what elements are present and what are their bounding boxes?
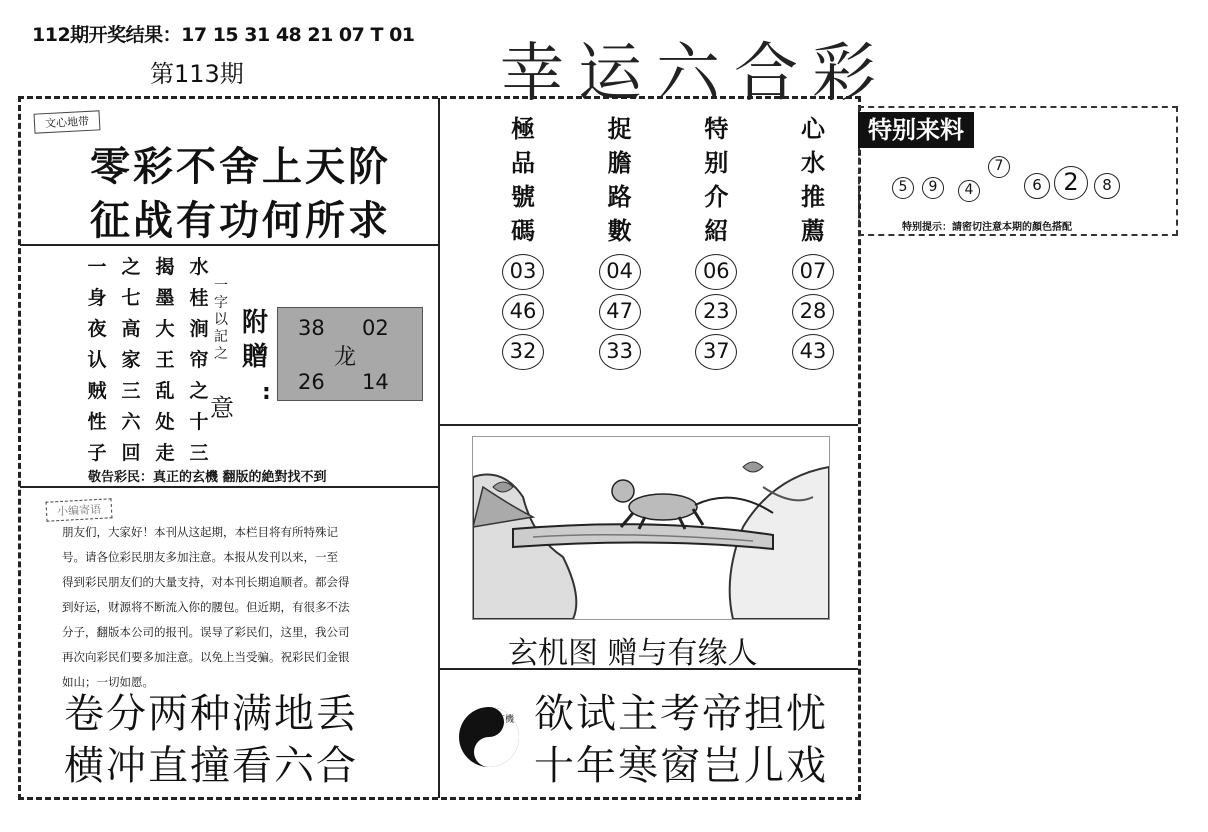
- number-columns: [498, 112, 838, 370]
- number-circle: 32: [502, 334, 544, 370]
- number-column: [788, 112, 838, 370]
- message-line: 分子，翻版本公司的报刊。误导了彩民们，这里，我公司: [62, 625, 350, 639]
- message-line: 得到彩民朋友们的大量支持，对本刊长期追顺者。都会得: [62, 575, 350, 589]
- column-head-char: 特: [704, 115, 729, 143]
- message-tag: 小编寄语: [46, 498, 113, 521]
- cipher-char: 处: [155, 411, 175, 433]
- gift-number: 38: [298, 316, 325, 340]
- cipher-char: 桂: [189, 287, 209, 309]
- cipher-char: 涧: [189, 318, 209, 340]
- gift-char: 贈: [242, 342, 269, 372]
- gift-char: 附: [242, 308, 269, 338]
- previous-result: 112期开奖结果：17 15 31 48 21 07 T 01: [32, 24, 415, 46]
- yin-yang-label: 玄機: [496, 715, 515, 725]
- column-head-char: 路: [607, 183, 632, 211]
- cipher-char: 揭: [155, 256, 175, 278]
- number-circle: 03: [502, 254, 544, 290]
- cipher-char: 乱: [155, 380, 175, 402]
- cipher-char: 走: [155, 442, 175, 464]
- poem-line: 欲试主考帝担忧: [534, 691, 828, 737]
- poem-bottom-left: [64, 688, 358, 792]
- poem-line: 十年寒窗岂儿戏: [534, 743, 828, 789]
- message-line: 朋友们，大家好！本刊从这起期，本栏目将有所特殊记: [62, 525, 338, 539]
- cipher-char: 身: [87, 287, 107, 309]
- cipher-char: 性: [87, 411, 107, 433]
- message-paragraph: [62, 520, 432, 695]
- gift-label: [242, 306, 268, 374]
- special-number: 9: [922, 177, 944, 199]
- column-head-char: 碼: [511, 217, 535, 245]
- column-head-char: 别: [704, 149, 729, 177]
- cipher-char: 一: [87, 256, 107, 278]
- issue-number: 第113期: [150, 60, 244, 88]
- number-circle: 04: [599, 254, 641, 290]
- message-line: 如山；一切如愿。: [62, 675, 154, 689]
- yin-yang-label: 神算: [478, 755, 497, 765]
- column-head-char: 捉: [607, 115, 632, 143]
- note-char: 一: [214, 278, 228, 294]
- poem-line: 卷分两种满地丢: [64, 691, 358, 737]
- cipher-char: 夜: [87, 318, 107, 340]
- number-column: [595, 112, 645, 370]
- cipher-char: 墨: [155, 287, 175, 309]
- warning-text: 敬告彩民：真正的玄機 翻版的絶對找不到: [88, 470, 327, 485]
- mystery-picture: [472, 436, 830, 620]
- column-head-char: 推: [800, 183, 825, 211]
- page-title: 幸运六合彩: [500, 37, 890, 111]
- column-head-char: 號: [511, 183, 535, 211]
- number-circle: 43: [792, 334, 834, 370]
- cipher-char: 认: [87, 349, 107, 371]
- cipher-char: 高: [121, 318, 141, 340]
- special-hint: 特别提示：請密切注意本期的顏色搭配: [902, 222, 1072, 233]
- number-circle: 33: [599, 334, 641, 370]
- note-char: 字: [214, 295, 228, 311]
- cipher-char: 之: [189, 380, 209, 402]
- gift-colon: :: [262, 380, 271, 405]
- cipher-column: [187, 252, 211, 469]
- cipher-char: 十: [189, 411, 209, 433]
- number-circle: 47: [599, 294, 641, 330]
- number-circle: 23: [695, 294, 737, 330]
- left-divider-2: [20, 486, 438, 488]
- number-circle: 46: [502, 294, 544, 330]
- poem-top: [90, 140, 391, 248]
- cipher-grid: [85, 252, 211, 469]
- section-tag: 文心地带: [34, 110, 101, 133]
- cipher-char: 三: [189, 442, 209, 464]
- note-char: 記: [214, 329, 228, 345]
- column-head-char: 數: [607, 217, 632, 245]
- special-number: 8: [1094, 173, 1120, 199]
- special-number: 7: [988, 156, 1010, 178]
- column-head-char: 心: [800, 115, 825, 143]
- number-circle: 07: [792, 254, 834, 290]
- gift-number: 14: [362, 370, 389, 394]
- column-head-char: 極: [511, 115, 535, 143]
- cipher-char: 子: [87, 442, 107, 464]
- number-circle: 06: [695, 254, 737, 290]
- cipher-note-last: 意: [210, 394, 234, 422]
- poem-bottom-right: [534, 688, 828, 792]
- poem-line: 征战有功何所求: [90, 198, 391, 244]
- cipher-char: 回: [121, 442, 141, 464]
- number-column: [498, 112, 548, 370]
- special-number: 2: [1054, 166, 1088, 200]
- cipher-char: 七: [121, 287, 141, 309]
- poem-line: 横冲直撞看六合: [64, 743, 358, 789]
- cipher-char: 水: [189, 256, 209, 278]
- poem-line: 零彩不舍上天阶: [90, 144, 391, 190]
- note-char: 以: [214, 312, 228, 328]
- note-char: 之: [214, 346, 228, 362]
- message-line: 再次向彩民们要多加注意。以免上当受骗。祝彩民们金银: [62, 650, 350, 664]
- special-number: 4: [958, 180, 980, 202]
- number-column: [691, 112, 741, 370]
- cipher-column: [153, 252, 177, 469]
- cipher-char: 帘: [189, 349, 209, 371]
- cipher-char: 家: [121, 349, 141, 371]
- center-divider-1: [440, 424, 858, 426]
- cipher-column: [119, 252, 143, 469]
- number-circle: 37: [695, 334, 737, 370]
- cipher-char: 之: [121, 256, 141, 278]
- cipher-char: 贼: [87, 380, 107, 402]
- message-line: 号。请各位彩民朋友多加注意。本报从发刊以来，一至: [62, 550, 338, 564]
- column-head-char: 品: [511, 149, 535, 177]
- column-head-char: 紹: [704, 217, 729, 245]
- cipher-char: 大: [155, 318, 175, 340]
- special-title: 特别来料: [858, 112, 974, 148]
- center-divider: [438, 98, 440, 798]
- gift-number: 26: [298, 370, 325, 394]
- column-head-char: 薦: [800, 217, 825, 245]
- cipher-char: 六: [121, 411, 141, 433]
- cipher-char: 三: [121, 380, 141, 402]
- cipher-column: [85, 252, 109, 469]
- message-line: 到好运，财源将不断流入你的腰包。但近期，有很多不法: [62, 600, 350, 614]
- picture-caption: 玄机图 赠与有缘人: [508, 636, 758, 671]
- special-number: 5: [892, 177, 914, 199]
- column-head-char: 介: [704, 183, 729, 211]
- cipher-note: [212, 278, 230, 363]
- gift-number: 02: [362, 316, 389, 340]
- gift-box: [277, 307, 423, 401]
- special-number: 6: [1024, 173, 1050, 199]
- number-circle: 28: [792, 294, 834, 330]
- monkey-on-branch-icon: [473, 437, 829, 619]
- column-head-char: 膽: [607, 149, 632, 177]
- column-head-char: 水: [800, 149, 825, 177]
- cipher-char: 王: [155, 349, 175, 371]
- gift-zodiac: 龙: [334, 345, 357, 370]
